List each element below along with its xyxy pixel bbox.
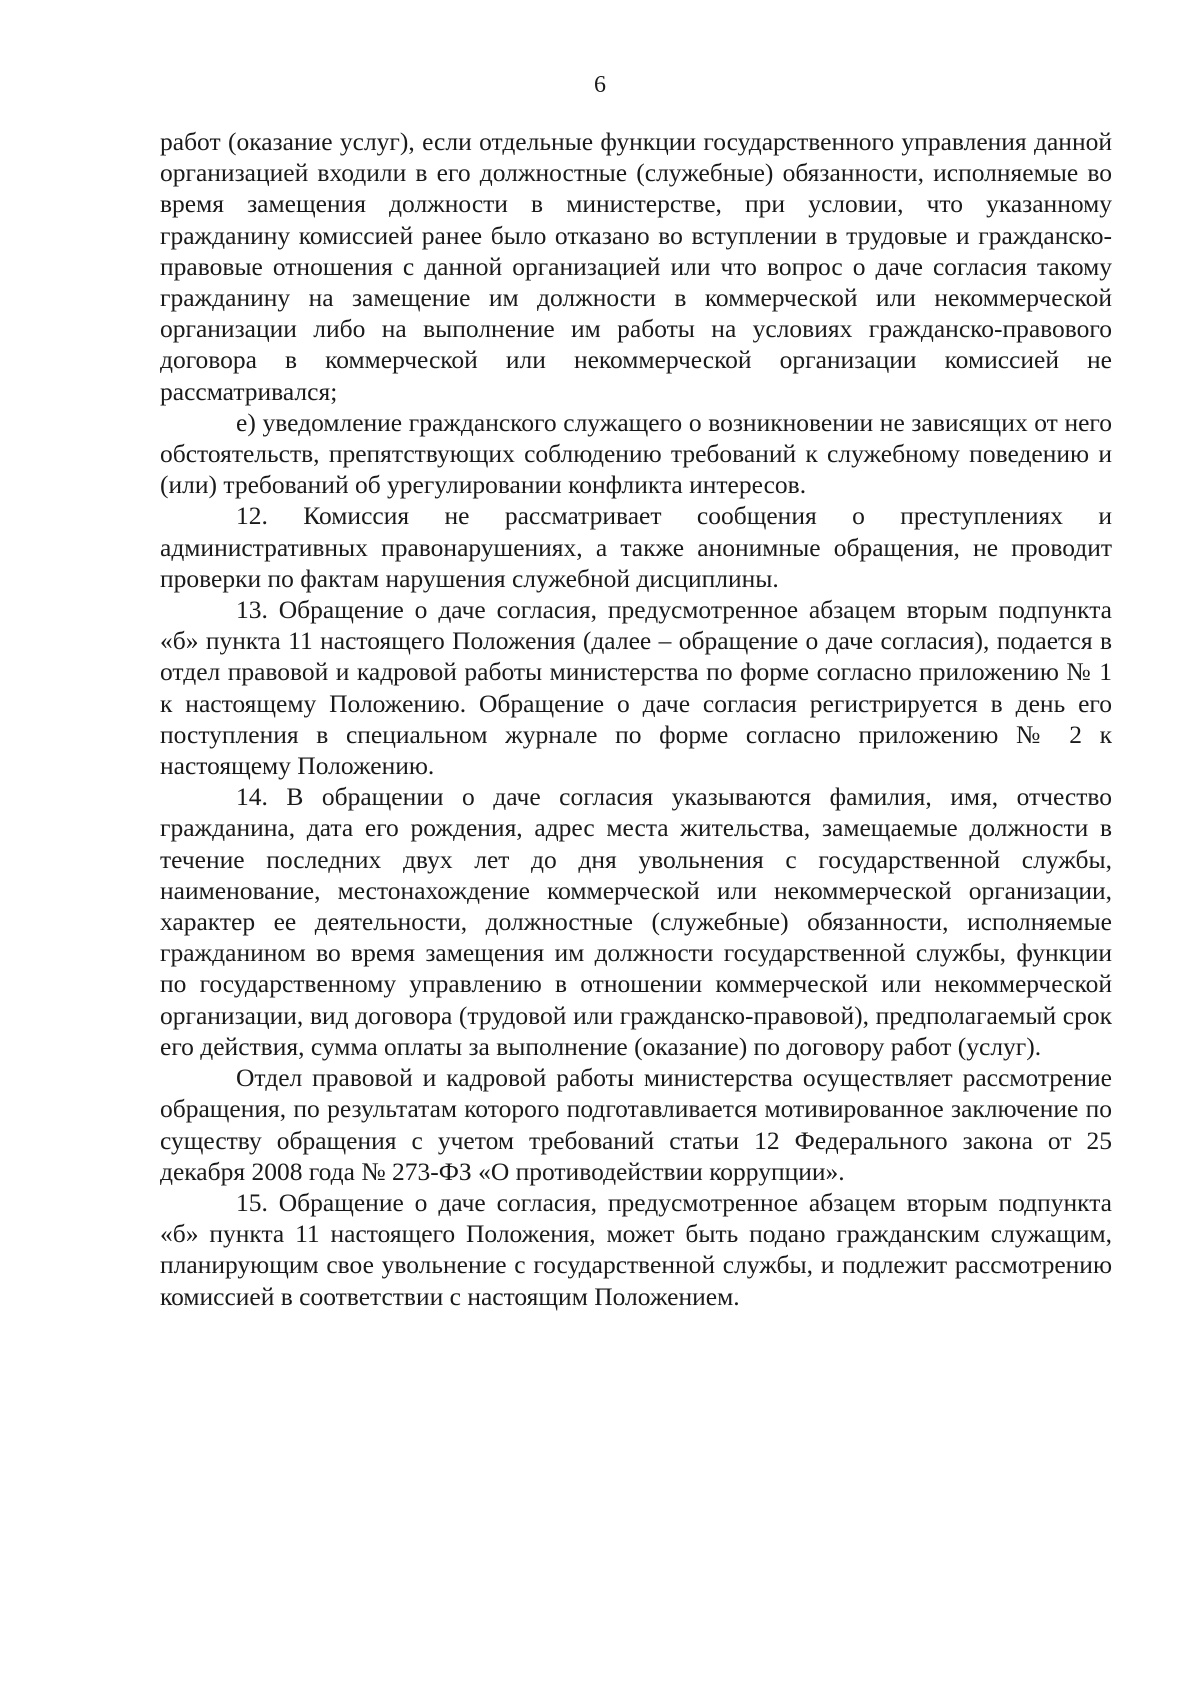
- paragraph-continuation: работ (оказание услуг), если отдельные функции государственного управления данной организацией входили в его должностные (служебные) обязанности, исполняемые во время замещения должности в министерстве, при условии, что указанному гражданину комиссией ранее было отказано во вступлении в трудовые и гражданско-правовые отношения с данной организацией или что вопрос о даче согласия такому гражданину на замещение им должности в коммерческой или некоммерческой организации либо на выполнение им работы на условиях гражданско-правового договора в коммерческой или некоммерческой организации комиссией не рассматривался;: [160, 127, 1112, 406]
- page-number: 6: [594, 72, 606, 98]
- paragraph-item-14-department: Отдел правовой и кадровой работы министерства осуществляет рассмотрение обращения, по результатам которого подготавливается мотивированное заключение по существу обращения с учетом требований статьи 12 Федерального закона от 25 декабря 2008 года № 273-ФЗ «О противодействии коррупции».: [160, 1063, 1112, 1186]
- paragraph-item-e: е) уведомление гражданского служащего о возникновении не зависящих от него обстоятельств, препятствующих соблюдению требований к служебному поведению и (или) требований об урегулировании конфликта интересов.: [160, 407, 1112, 500]
- document-body: [160, 126, 1112, 1312]
- paragraph-item-15: 15. Обращение о даче согласия, предусмотренное абзацем вторым подпункта «б» пункта 11 настоящего Положения, может быть подано гражданским служащим, планирующим свое увольнение с государственной службы, и подлежит рассмотрению комиссией в соответствии с настоящим Положением.: [160, 1187, 1112, 1311]
- paragraph-item-13: 13. Обращение о даче согласия, предусмотренное абзацем вторым подпункта «б» пункта 11 настоящего Положения (далее – обращение о даче согласия), подается в отдел правовой и кадровой работы министерства по форме согласно приложению № 1 к настоящему Положению. Обращение о даче согласия регистрируется в день его поступления в специальном журнале по форме согласно приложению № 2 к настоящему Положению.: [160, 595, 1112, 781]
- paragraph-item-14: 14. В обращении о даче согласия указываются фамилия, имя, отчество гражданина, дата его рождения, адрес места жительства, замещаемые должности в течение последних двух лет до дня увольнения с государственной службы, наименование, местонахождение коммерческой или некоммерческой организации, характер ее деятельности, должностные (служебные) обязанности, исполняемые гражданином во время замещения им должности государственной службы, функции по государственному управлению в отношении коммерческой или некоммерческой организации, вид договора (трудовой или гражданско-правовой), предполагаемый срок его действия, сумма оплаты за выполнение (оказание) по договору работ (услуг).: [160, 782, 1112, 1061]
- paragraph-item-12: 12. Комиссия не рассматривает сообщения о преступлениях и административных правонарушениях, а также анонимные обращения, не проводит проверки по фактам нарушения служебной дисциплины.: [160, 501, 1112, 593]
